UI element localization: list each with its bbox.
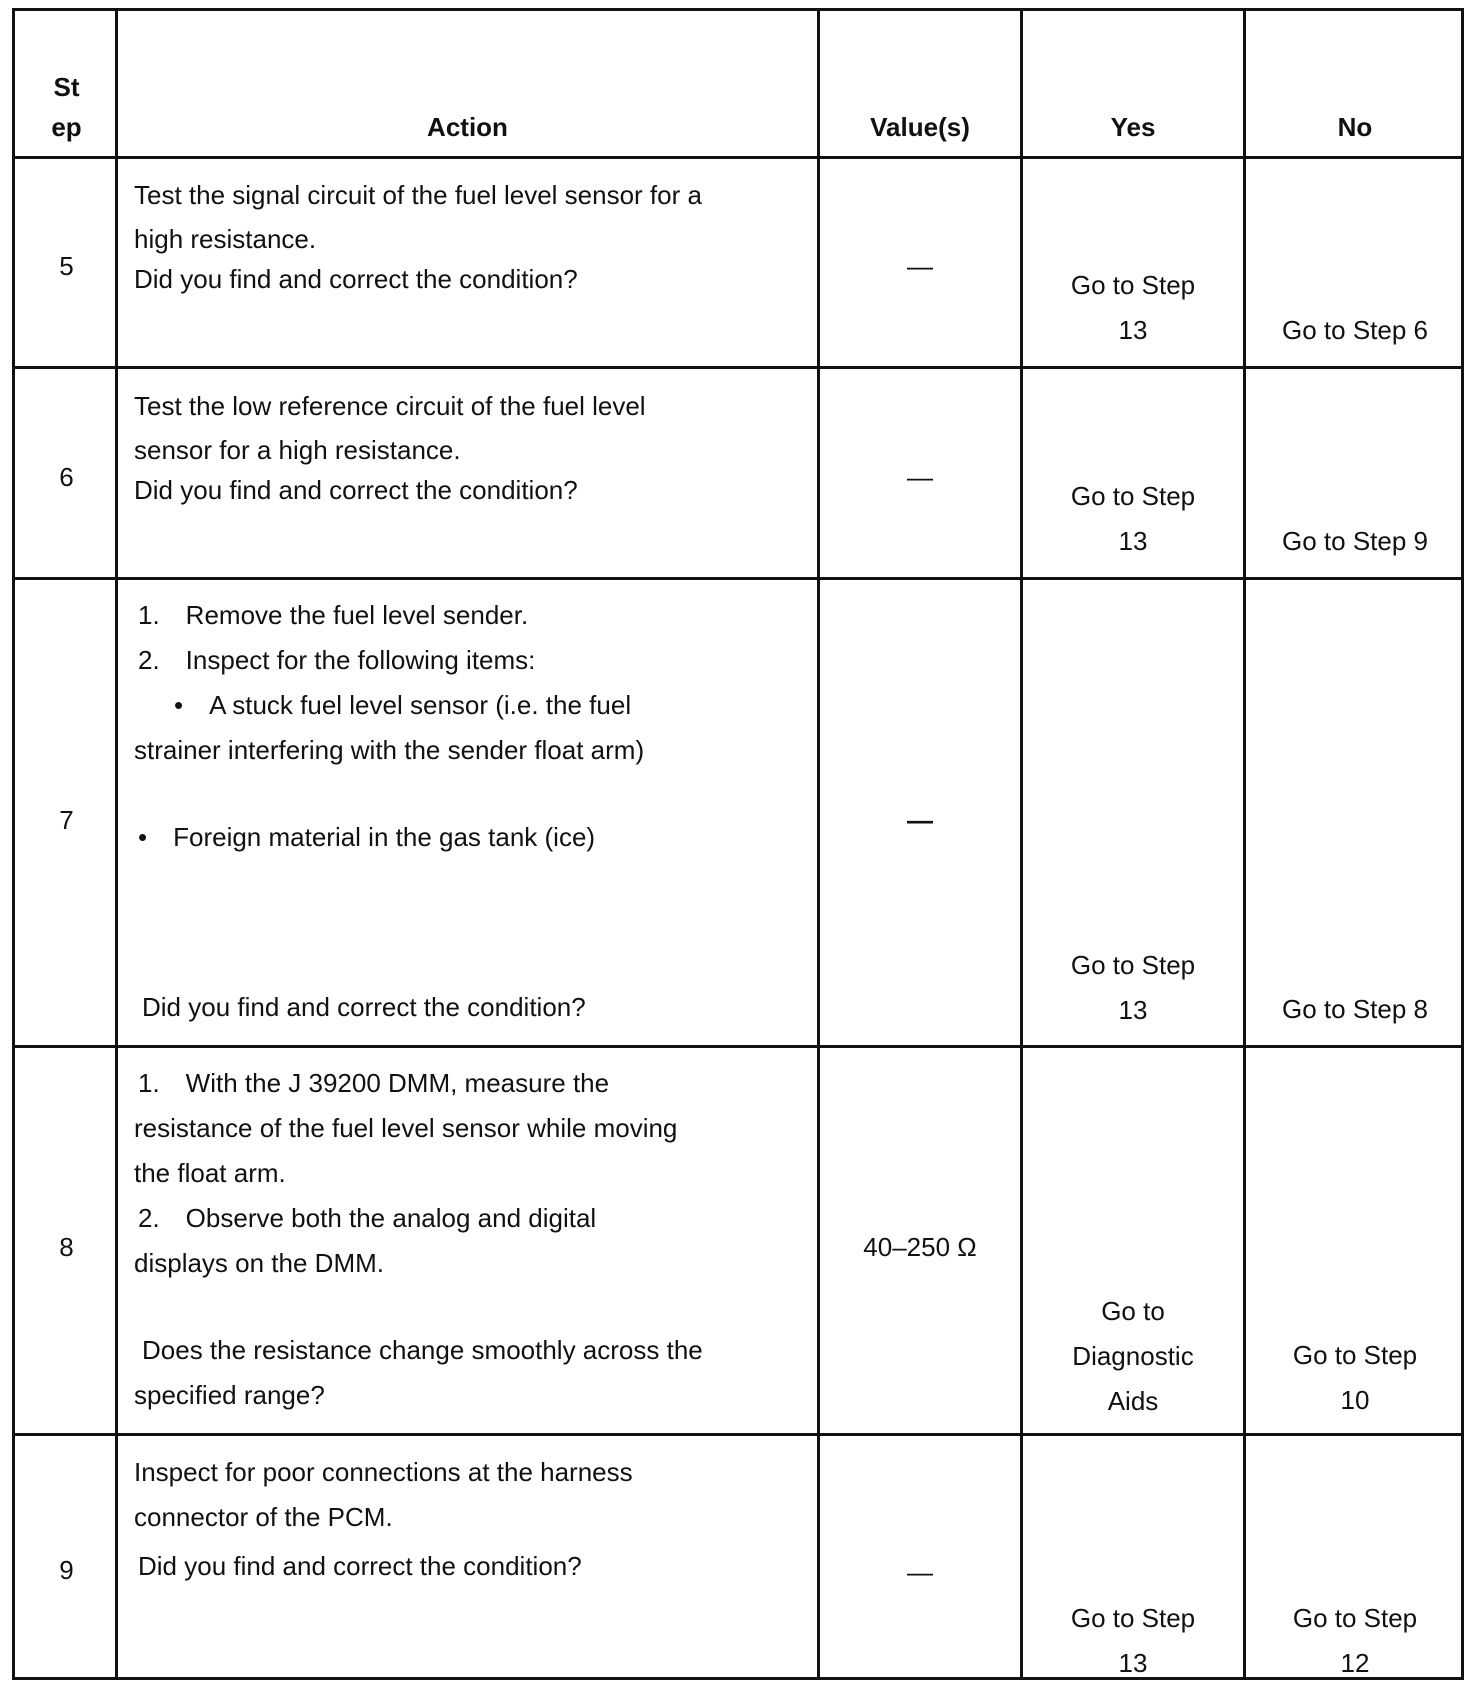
action-text: Test the low reference circuit of the fuel level sensor for a high resistance. Did you find and correct the condition? [134, 391, 646, 505]
yes-action: Go to Diagnostic Aids [1072, 1296, 1194, 1416]
yes-action: Go to Step 13 [1070, 1603, 1196, 1678]
action-text: 1. Remove the fuel level sender. 2. Inspect for the following items: • A stuck fuel level sensor (i.e. the fuel strainer interfering with the sender float arm) • Foreign material in the gas tank (ice) [134, 600, 645, 852]
column-divider [1020, 11, 1023, 1677]
no-action: Go to Step 6 [1282, 315, 1428, 345]
step-number: 9 [59, 1555, 74, 1585]
header-no: No [1337, 112, 1373, 142]
no-action: Go to Step 9 [1282, 526, 1428, 556]
row-divider [15, 366, 1461, 369]
yes-action: Go to Step 13 [1070, 950, 1196, 1025]
no-action: Go to Step 8 [1282, 994, 1428, 1024]
action-text: 1. With the J 39200 DMM, measure the resistance of the fuel level sensor while moving the float arm. 2. Observe both the analog and digital displays on the DMM. Does the resistance change smoothly across the specified range? [134, 1068, 703, 1410]
header-yes: Yes [1110, 112, 1156, 142]
action-question: Did you find and correct the condition? [142, 992, 586, 1022]
row-divider [15, 1045, 1461, 1048]
diagnostic-table [12, 8, 1464, 1680]
yes-action: Go to Step 13 [1070, 270, 1196, 345]
row-divider [15, 156, 1461, 159]
header-step: St ep [51, 72, 82, 142]
row-divider [15, 1433, 1461, 1436]
value-text: — [907, 805, 933, 835]
step-number: 6 [59, 462, 74, 492]
value-text: 40–250 Ω [863, 1232, 977, 1262]
value-text: — [907, 1557, 933, 1587]
column-divider [115, 11, 118, 1677]
step-number: 7 [59, 805, 74, 835]
row-divider [15, 577, 1461, 580]
step-number: 8 [59, 1232, 74, 1262]
header-values: Value(s) [870, 112, 970, 142]
action-text: Test the signal circuit of the fuel level sensor for a high resistance. Did you find and correct the condition? [134, 180, 702, 294]
value-text: — [907, 251, 933, 281]
column-divider [1243, 11, 1246, 1677]
value-text: — [907, 462, 933, 492]
no-action: Go to Step 10 [1292, 1340, 1418, 1415]
step-number: 5 [59, 251, 74, 281]
no-action: Go to Step 12 [1292, 1603, 1418, 1678]
header-action: Action [427, 112, 508, 142]
action-text: Inspect for poor connections at the harness connector of the PCM. Did you find and correct the condition? [134, 1457, 633, 1581]
yes-action: Go to Step 13 [1070, 481, 1196, 556]
